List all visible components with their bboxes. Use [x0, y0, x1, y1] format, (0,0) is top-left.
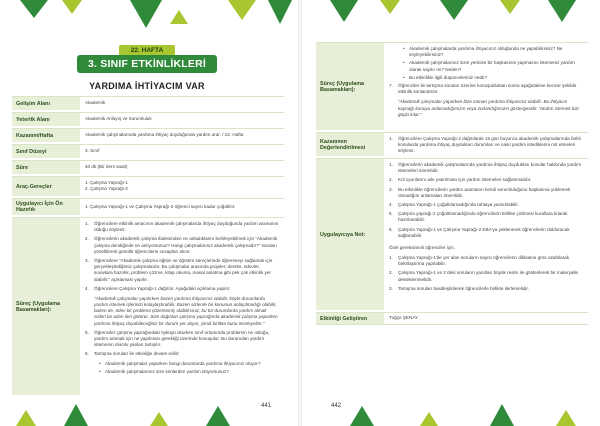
discussion-question: • Bu etkinlikle ilgili düşünceleriniz nedir?: [403, 74, 488, 80]
page-number-right: 442: [330, 403, 341, 409]
row-label: Sınıf Düzeyi: [12, 145, 80, 158]
process-step: 4. Öğrencilere Çalışma Yaprağı-1 dağıtılır. Aşağıdaki açıklama yapılır:: [85, 285, 231, 291]
row-process: [12, 217, 284, 395]
row-value: 1. Çalışma Yaprağı-1 ve Çalışma Yaprağı-2 öğrenci sayısı kadar çoğaltılır.: [85, 203, 236, 209]
process-quote: "Akademik çalışmalar yapılırken bazen yardıma ihtiyacınız olabilir, böyle durumlarda yardım istemek işlerinizi kolaylaştırabilir. Bazen sizlerde bir konunun anlaşılmadığı olabilir, bazen de, ödev bir problemi çözememiş olabilirsiniz, bu tür durumlarda yardım almak sizleri bir adım ileri götürür. Size dağıtılan çalışma yaprağında akademik çalışma yaparken yardıma ihtiyaç duyabileceğiniz bir durum yer alıyor, şimdi birlikte bunu inceleyelim.": [94, 295, 278, 326]
discussion-question: • Akademik çalışmalarınız sizin yerinize bir başkasının yapmasını istemeniz yardım olarak sayılır mı? Neden?: [403, 60, 575, 72]
special-needs-item: 3. Tartışma soruları basitleştirilerek öğrencilerle birlikte ilerlemelidir.: [389, 285, 529, 291]
row-label: Kazanım/Hafta: [12, 129, 80, 142]
row-duration: [12, 160, 284, 174]
process-continued: [384, 43, 588, 130]
bullet-icon: •: [99, 360, 101, 366]
row-label: Etkinliği Geliştiren: [316, 313, 384, 324]
row-value: 40 dk (Bir ders saati): [85, 164, 128, 170]
discussion-question: • Akademik çalışmalarınız size kimlerden yardım istiyorsunuz?: [99, 368, 229, 374]
process-step: 1. Öğrencilere etkinlik amacının akademik çalışmalarda ihtiyaç duyduğunda yardım aramanın olduğu söylenir.: [85, 221, 279, 233]
discussion-question: • Akademik çalışmalarda yardıma ihtiyacınız olduğunda ne yapabilirsiniz? Ne söyleyebilirsiniz?: [403, 46, 563, 58]
assessment-items: [384, 133, 588, 156]
row-value: 3. Sınıf: [85, 148, 100, 154]
process-step: 5. Öğrenciler çalışma yaprağındaki öyküyü okurken sınıf ortamında problemin ne olduğu, yardım aramak için ne yapılması gerektiği üzerinde konuşulur. Bu durumdan yardım istemenin olumlu yanları tartışılır.: [85, 329, 270, 348]
discussion-question: • Akademik çalışmalar yaparken hangi durumlarda yardıma ihtiyacınız oluyor?: [99, 360, 261, 366]
row-competence-area: [12, 112, 284, 126]
process-steps: [80, 218, 284, 395]
row-preparation: [12, 198, 284, 215]
row-materials: [12, 176, 284, 196]
note-item: 5. Çalışma yaprağı-2 çoğaltılamadığında öğrencilerin birlikte çizilmesi kurallara kılarak hazırlanabilir.: [389, 211, 568, 223]
material-item: 1. Çalışma Yaprağı-1: [85, 180, 128, 185]
special-needs-item: 1. Çalışma Yaprağı-1'de yer alan soruların sayısı öğrencilerin dikkatine göre azaltılarak farklılaştırma yapılabilir.: [389, 255, 570, 267]
bullet-icon: •: [403, 74, 405, 80]
row-label: Süre: [12, 161, 80, 174]
row-label: Gelişim Alanı: [12, 97, 80, 110]
activity-title: YARDIMA İHTİYACIM VAR: [89, 81, 205, 91]
row-value: Akademik Anlayış ve Sorumluluk: [85, 116, 152, 122]
process-step: 3. Öğrencilere "Akademik çalışma eğitim ve öğretim süreçlerinde öğrenmeyi sağlamak için gerçekleştirdiğimiz çalışmalardır. Bu çalışmalar arasında projeler, dersler, ödevler, sınavlara hazırlık, problem çözme, kitap okuma, masal anlatma gibi pek çok etkinlik yer alabilir." açıklaması yapılır.: [85, 257, 273, 282]
week-badge: 22. HAFTA: [119, 45, 175, 56]
note-item: 6. Çalışma Yaprağı-1 ve Çalışma Yaprağı-2 EBA'ya yüklenerek öğrencilerin dolduracak sağlanabilir.: [389, 226, 570, 238]
bullet-icon: •: [403, 60, 405, 66]
process-step: 2. Öğrencilerin akademik çalışma ifadesinden ne anladıklarını belirleyebilmek için "Akademik çalışma dendiğinde ne anlıyorsunuz? Hangi çalışmalarınız akademik çalışmadır?" soruları yöneltilerek gönüllü öğrencilerin cevapları alınır.: [85, 236, 278, 254]
bullet-icon: •: [403, 46, 405, 51]
special-needs-item: 2. Çalışma Yaprağı-1 ve 2 deki soruların yanıtları büyük resim ile gösterilerek bir materyalle desteklenmelidir.: [389, 270, 579, 282]
bullet-icon: •: [99, 368, 101, 374]
teacher-note-items: [384, 159, 588, 310]
page-number-left: 441: [260, 403, 271, 409]
row-label: Araç-Gereçler: [12, 177, 80, 196]
special-needs-title: Özel gereksinimli öğrenciler için,: [389, 244, 455, 250]
process-step: 6. Tartışma soruları ile etkinliğe devam edilir:: [85, 351, 180, 357]
row-label: Yeterlik Alanı: [12, 113, 80, 126]
row-label: Süreç (Uygulama Basamakları):: [316, 43, 384, 130]
row-outcome-week: [12, 128, 284, 142]
row-teacher-note: [316, 158, 588, 310]
row-process-continued: [316, 42, 588, 130]
assessment-item: 1. Öğrencilere Çalışma Yaprağı-2 dağıtılarak 15 gün boyunca akademik çalışmalarında farklı konularda yardıma ihtiyaç duydukları durumları ve nasıl yardım istediklerini not etmeleri söylenir.: [389, 136, 581, 154]
closing-quote: "Akademik çalışmalar yaparken bize zaman yardıma ihtiyacınız olabilir. Bu ihtiyacın kaynağı konuyu anlamadığımızın veya zorlandığımızın göstergesidir. Yardım istemek bizi güçlü kılar.": [398, 99, 579, 117]
row-label: Uygulayıcı İçin Ön Hazırlık: [12, 199, 80, 215]
right-page: [302, 0, 600, 426]
note-item: 1. Öğrencilerin akademik çalışmalarında yardıma ihtiyaç duydukları konular hakkında yardım istemeleri önemlidir.: [389, 162, 582, 174]
row-value: Akademik: [85, 100, 106, 106]
row-label: Süreç (Uygulama Basamakları):: [12, 218, 80, 395]
material-item: 2. Çalışma Yaprağı-2: [85, 186, 128, 192]
row-value: [80, 177, 284, 196]
row-value: Tuğçe ŞENAY: [389, 315, 419, 321]
note-item: 4. Çalışma Yaprağı-1 çoğaltılamadığında tahtaya yansıtılabilir.: [389, 201, 519, 207]
row-label: Uygulayıcıya Not:: [316, 159, 384, 310]
class-activities-badge: 3. SINIF ETKİNLİKLERİ: [77, 55, 217, 73]
row-development-area: [12, 96, 284, 110]
note-item: 2. Kol oyunlarını aile yatırılması için yardım istemeleri sağlanmalıdır.: [389, 177, 532, 183]
row-value: Akademik çalışmalarında yardıma ihtiyaç duyduğunda yardım arar. / 22. Hafta: [85, 132, 244, 138]
process-step: 7. Öğrenciler ile tartışma soruları üzerine konuşulduktan sonra aşağıdakine benzer şekilde etkinlik sonlandırılır.: [389, 82, 577, 95]
row-label: Kazanımın Değerlendirilmesi: [316, 133, 384, 156]
row-grade-level: [12, 144, 284, 158]
note-item: 3. Bu etkinlikte öğrencilerin yardım aramanın kendi sorumluluğunu başkasına yüklemek olmadığını anlamaları önemlidir.: [389, 186, 571, 198]
left-page: [0, 0, 298, 426]
row-assessment: [316, 132, 588, 156]
row-developer: [316, 312, 588, 325]
